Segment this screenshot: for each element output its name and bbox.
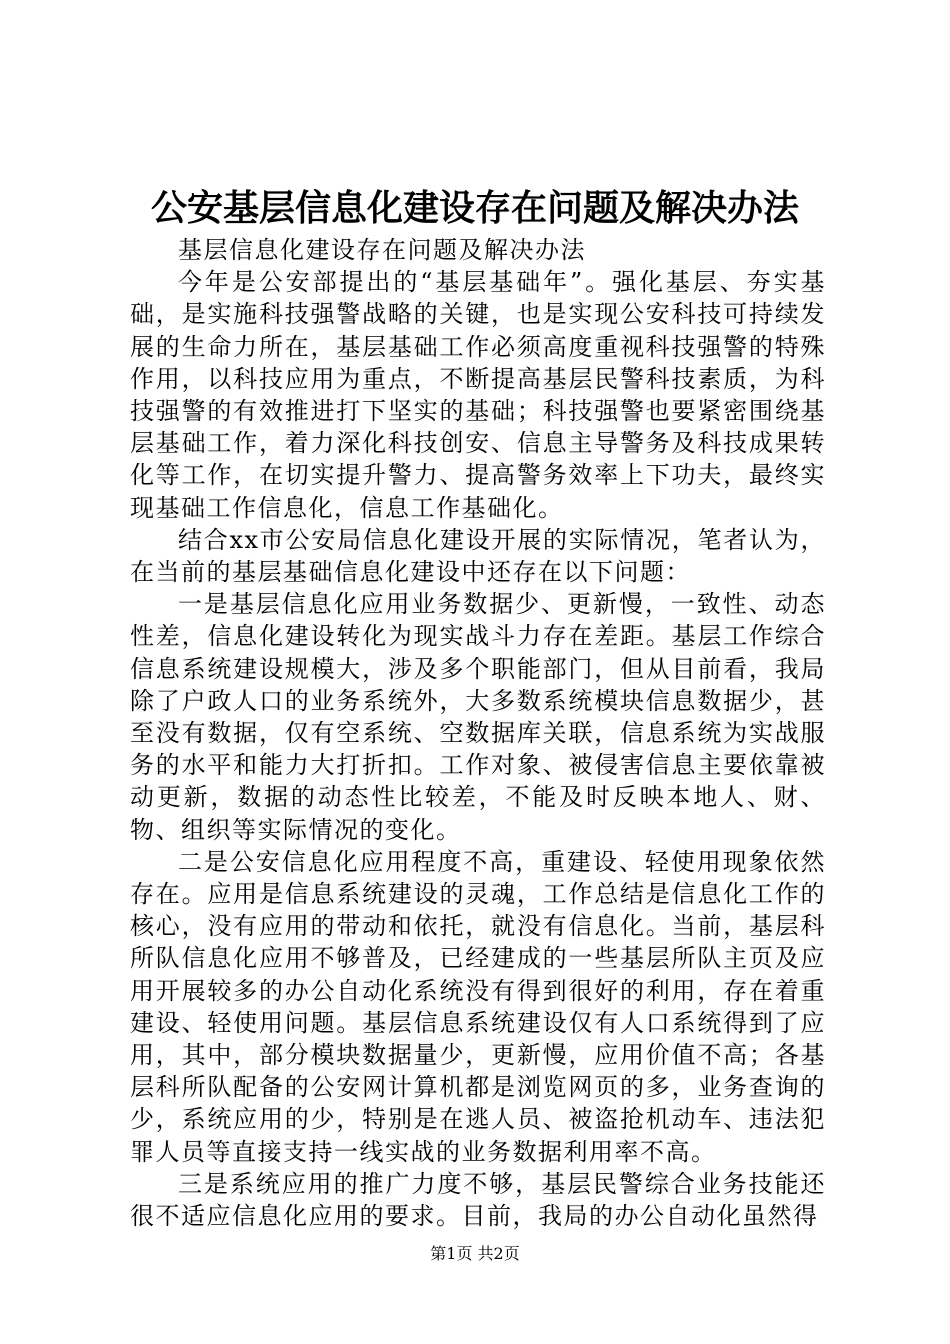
page-footer: 第1页 共2页 [430,1244,520,1263]
paragraph-subtitle: 基层信息化建设存在问题及解决办法 [178,236,586,264]
paragraph-intro: 今年是公安部提出的“基层基础年”。强化基层、夯实基础，是实施科技强警战略的关键，也是实现公安科技可持续发展的生命力所在，基层基础工作必须高度重视科技强警的特殊作用，以科技应用为重点，不断提高基层民警科技素质，为科技强警的有效推进打下坚实的基础；科技强警也要紧密围绕基层基础工作，着力深化科技创安、信息主导警务及科技成果转化等工作，在切实提升警力、提高警务效率上下功夫，最终实现基础工作信息化，信息工作基础化。 [130,268,826,522]
paragraph-problem-2: 二是公安信息化应用程度不高，重建设、轻使用现象依然存在。应用是信息系统建设的灵魂，工作总结是信息化工作的核心，没有应用的带动和依托，就没有信息化。当前，基层科所队信息化应用不够普及，已经建成的一些基层所队主页及应用开展较多的办公自动化系统没有得到很好的利用，存在着重建设、轻使用问题。基层信息系统建设仅有人口系统得到了应用，其中，部分模块数据量少，更新慢，应用价值不高；各基层科所队配备的公安网计算机都是浏览网页的多，业务查询的少，系统应用的少，特别是在逃人员、被盗抢机动车、违法犯罪人员等直接支持一线实战的业务数据利用率不高。 [130,847,826,1166]
paragraph-problem-1: 一是基层信息化应用业务数据少、更新慢，一致性、动态性差，信息化建设转化为现实战斗力存在差距。基层工作综合信息系统建设规模大，涉及多个职能部门，但从目前看，我局除了户政人口的业务系统外，大多数系统模块信息数据少，甚至没有数据，仅有空系统、空数据库关联，信息系统为实战服务的水平和能力大打折扣。工作对象、被侵害信息主要依靠被动更新，数据的动态性比较差，不能及时反映本地人、财、物、组织等实际情况的变化。 [130,590,826,844]
document-body [130,234,826,1232]
paragraph-problem-3: 三是系统应用的推广力度不够，基层民警综合业务技能还很不适应信息化应用的要求。目前，我局的办公自动化虽然得 [130,1169,826,1231]
paragraph-context: 结合xx市公安局信息化建设开展的实际情况，笔者认为，在当前的基层基础信息化建设中还存在以下问题： [130,525,826,587]
document-title: 公安基层信息化建设存在问题及解决办法 [150,188,799,229]
